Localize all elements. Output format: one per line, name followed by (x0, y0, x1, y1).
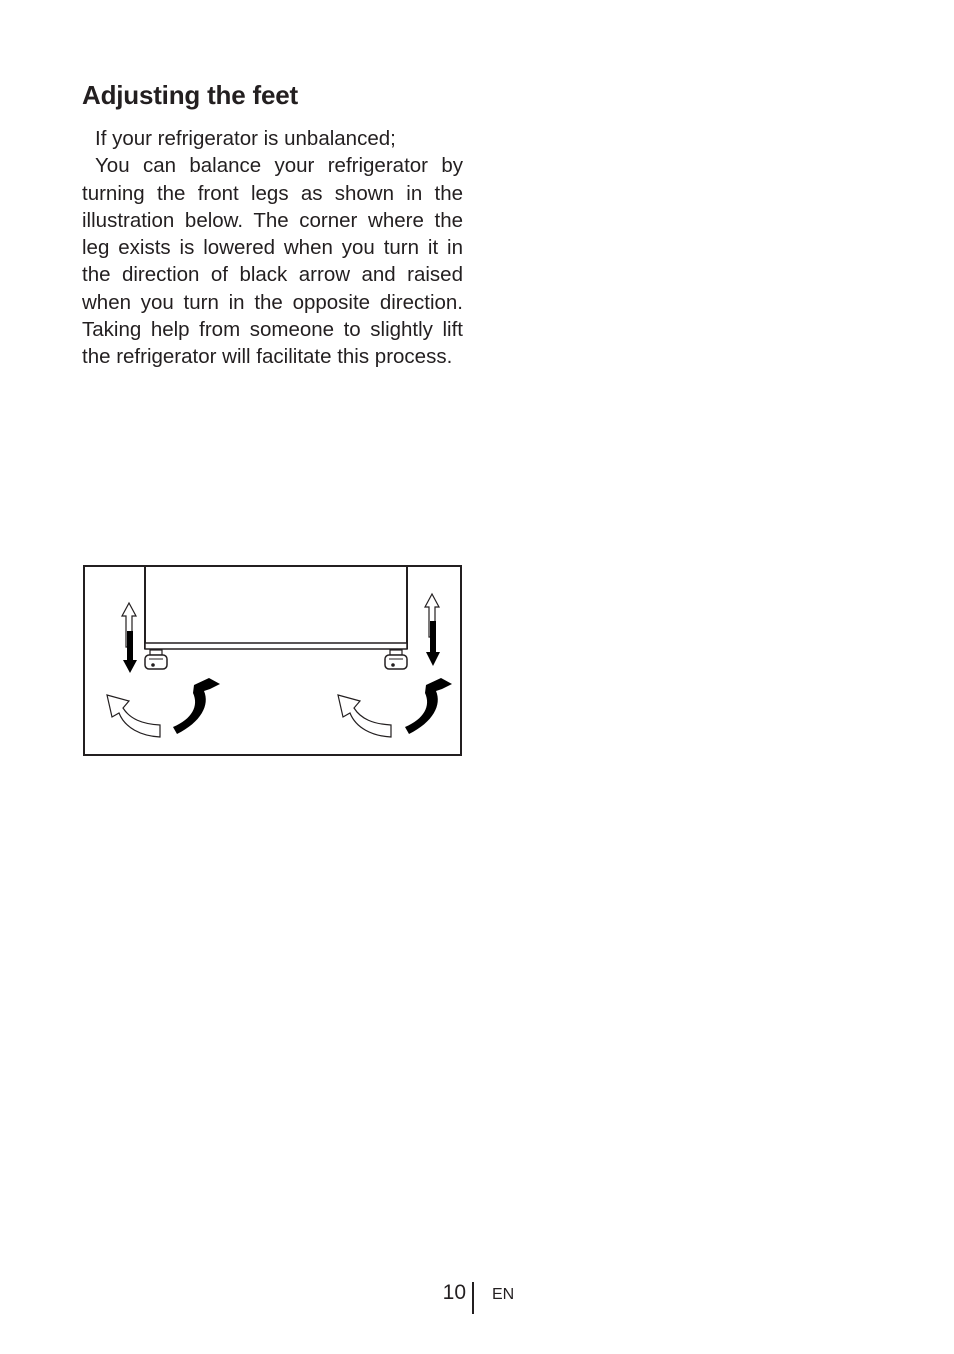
instructions-text (82, 125, 463, 371)
counterclockwise-arrow-icon (338, 695, 391, 737)
counterclockwise-arrow-icon (107, 695, 160, 737)
clockwise-arrow-icon (405, 678, 452, 734)
intro-paragraph: If your refrigerator is unbalanced; (95, 127, 396, 150)
language-code: EN (492, 1286, 515, 1303)
section-title: Adjusting the feet (82, 80, 298, 110)
feet-adjustment-illustration (83, 565, 462, 756)
footer-divider (472, 1282, 474, 1314)
page-number: 10 (442, 1281, 466, 1304)
lower-arrow-icon (426, 621, 440, 666)
lower-arrow-icon (123, 631, 137, 673)
instructions-paragraph: You can balance your refrigerator by turning the front legs as shown in the illustration below. The corner where the leg exists is lowered when you turn it in the direction of black arrow and raised when you turn in the opposite direction. Taking help from someone to slightly lift the refrigerator will facilitate this process. (82, 154, 463, 369)
adjustable-foot-icon (145, 650, 167, 669)
refrigerator-base-icon (145, 566, 407, 649)
adjustable-foot-icon (385, 650, 407, 669)
clockwise-arrow-icon (173, 678, 220, 734)
